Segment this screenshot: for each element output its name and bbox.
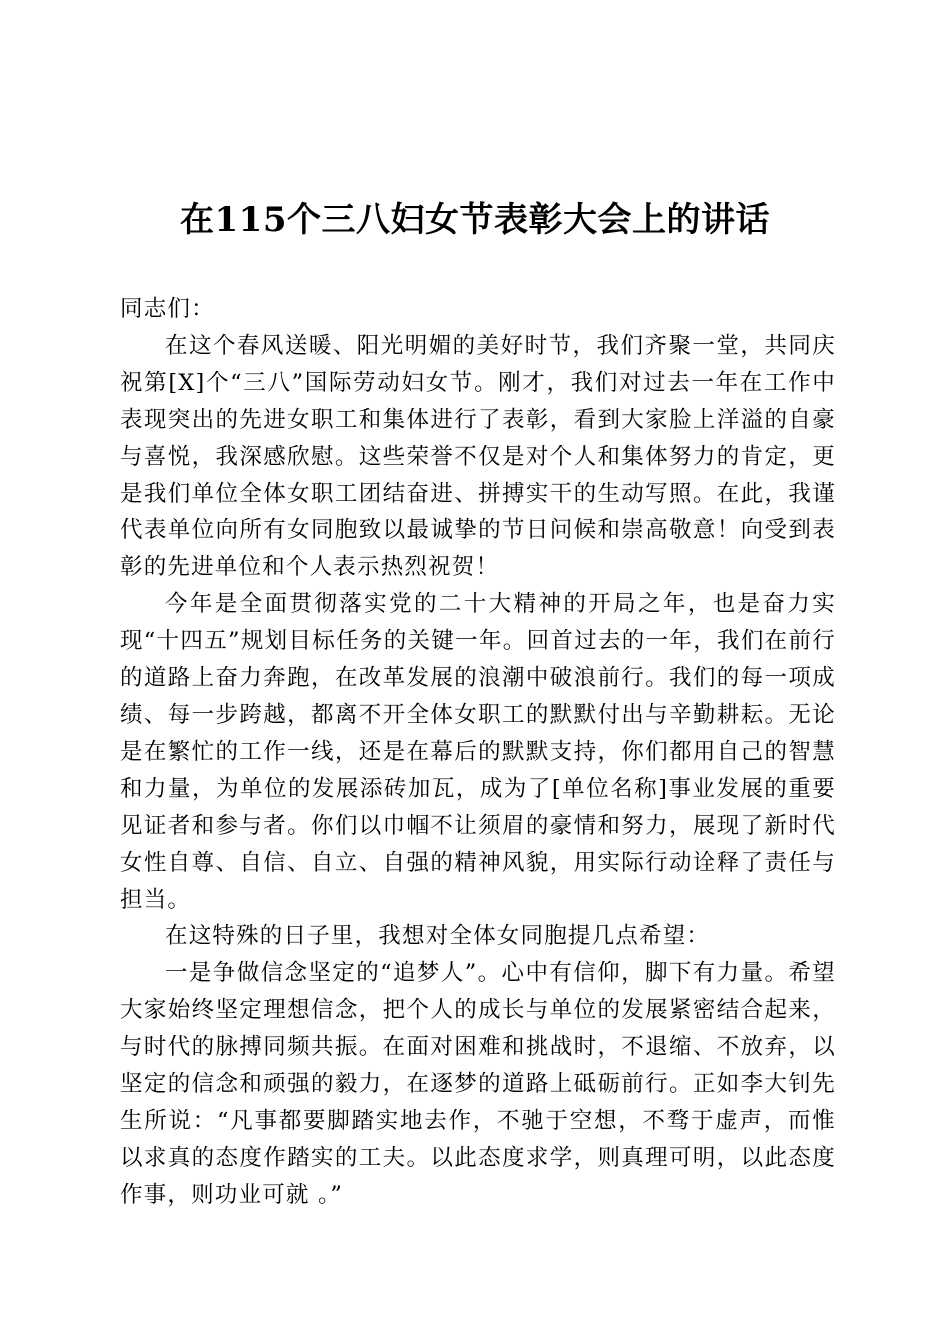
paragraph-review: 今年是全面贯彻落实党的二十大精神的开局之年，也是奋力实现“十四五”规划目标任务的关键一年。回首过去的一年，我们在前行的道路上奋力奔跑，在改革发展的浪潮中破浪前行。我们的每一项成绩、每一步跨越，都离不开全体女职工的默默付出与辛勤耕耘。无论是在繁忙的工作一线，还是在幕后的默默支持，你们都用自己的智慧和力量，为单位的发展添砖加瓦，成为了[单位名称]事业发展的重要见证者和参与者。你们以巾帼不让须眉的豪情和努力，展现了新时代女性自尊、自信、自立、自强的精神风貌，用实际行动诠释了责任与担当。 bbox=[120, 591, 836, 913]
paragraph-hope-one: 一是争做信念坚定的“追梦人”。心中有信仰，脚下有力量。希望大家始终坚定理想信念，把个人的成长与单位的发展紧密结合起来，与时代的脉搏同频共振。在面对困难和挑战时，不退缩、不放弃，以坚定的信念和顽强的毅力，在逐梦的道路上砥砺前行。正如李大钊先生所说：“凡事都要脚踏实地去作，不驰于空想，不骛于虚声，而惟以求真的态度作踏实的工夫。以此态度求学，则真理可明，以此态度作事，则功业可就 。” bbox=[120, 960, 836, 1208]
page-title: 在115个三八妇女节表彰大会上的讲话 bbox=[180, 200, 770, 240]
salutation: 同志们： bbox=[120, 296, 215, 322]
paragraph-hopes-intro: 在这特殊的日子里，我想对全体女同胞提几点希望： bbox=[165, 923, 711, 950]
speech-body bbox=[120, 291, 836, 1214]
paragraph-opening: 在这个春风送暖、阳光明媚的美好时节，我们齐聚一堂，共同庆祝第[X]个“三八”国际劳动妇女节。刚才，我们对过去一年在工作中表现突出的先进女职工和集体进行了表彰，看到大家脸上洋溢的自豪与喜悦，我深感欣慰。这些荣誉不仅是对个人和集体努力的肯定，更是我们单位全体女职工团结奋进、拼搏实干的生动写照。在此，我谨代表单位向所有女同胞致以最诚挚的节日问候和崇高敬意！向受到表彰的先进单位和个人表示热烈祝贺！ bbox=[120, 332, 836, 581]
